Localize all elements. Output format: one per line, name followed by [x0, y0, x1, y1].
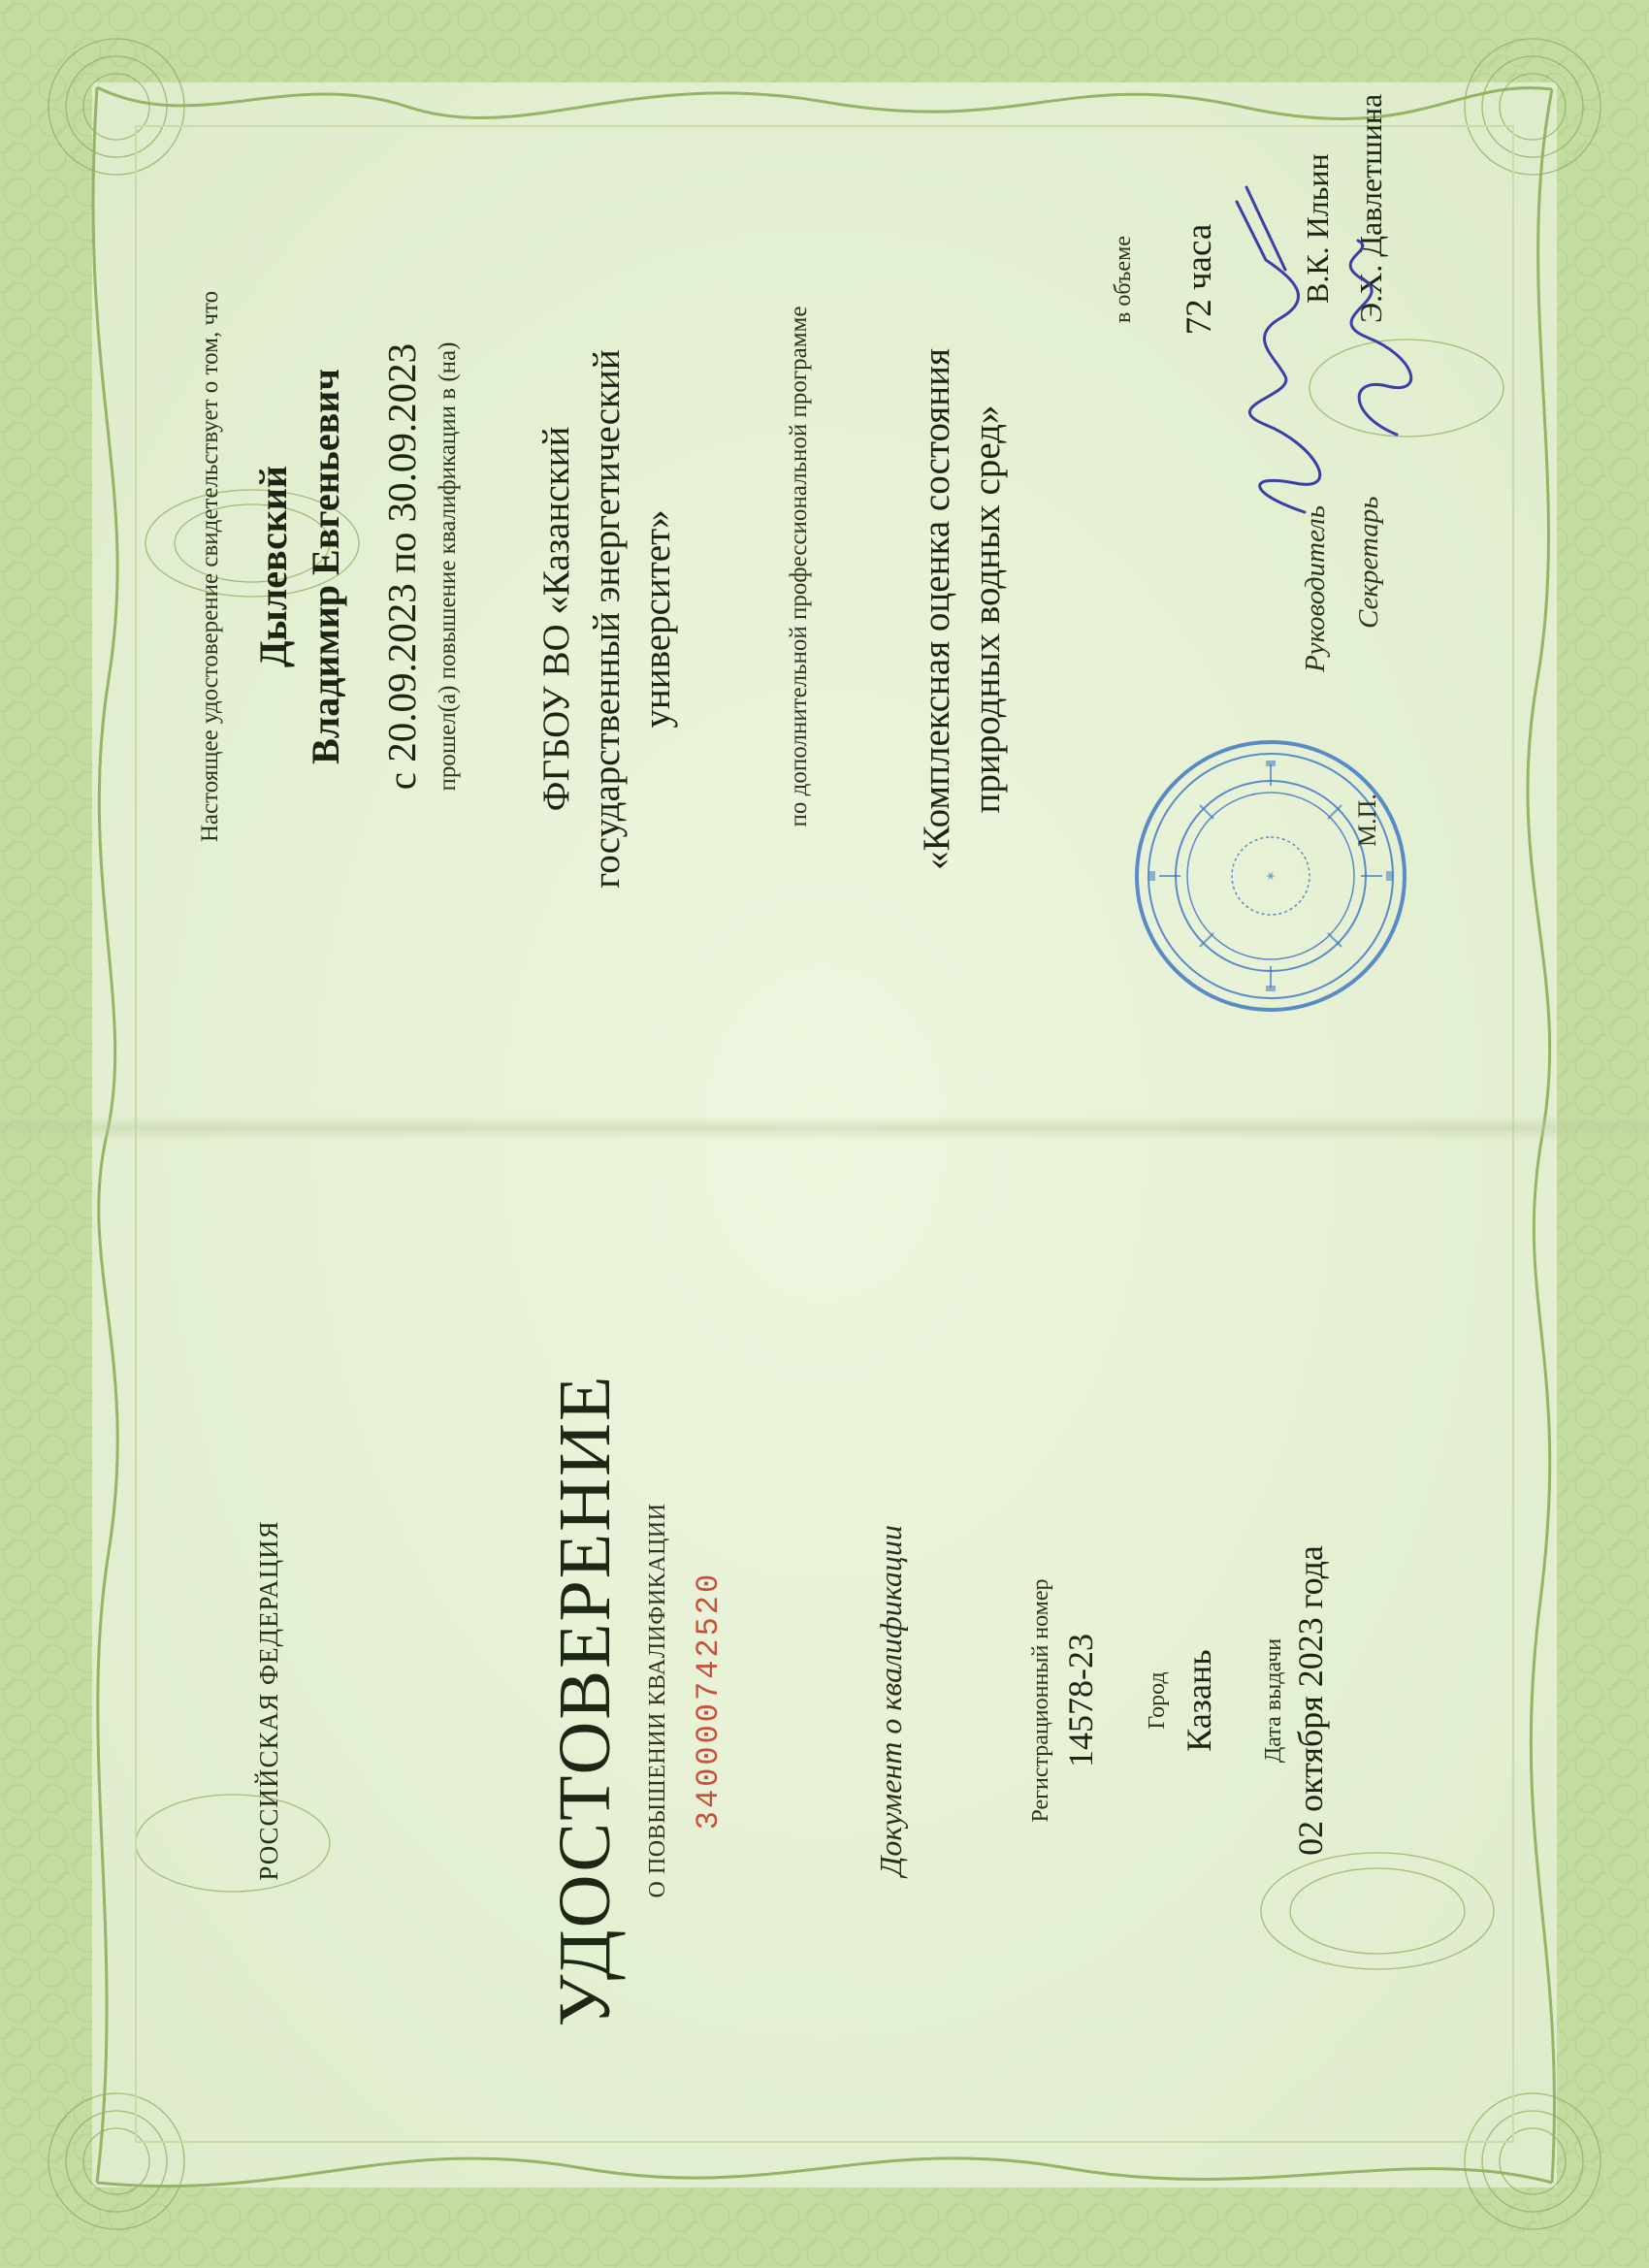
secretary-signature-icon — [1339, 231, 1426, 444]
secretary-role: Секретарь — [1353, 496, 1384, 629]
passed-text: прошел(а) повышение квалификации в (на) — [435, 341, 461, 792]
city-value: Казань — [1180, 1649, 1218, 1752]
head-role: Руководитель — [1300, 505, 1331, 672]
official-seal-icon — [1130, 735, 1411, 1017]
holder-given-names: Владимир Евгеньевич — [304, 369, 347, 764]
document-subtitle: О ПОВЫШЕНИИ КВАЛИФИКАЦИИ — [645, 1503, 670, 1898]
holder-surname: Дылевский — [251, 466, 295, 667]
document-number: 340000742520 — [691, 1571, 727, 1831]
secretary-signature-row — [1353, 497, 1385, 629]
svg-text:✶: ✶ — [1264, 870, 1279, 882]
program-name: «Комплексная оценка состояния природных водных сред» — [916, 348, 1008, 870]
secretary-name: Э.Х. Давлетшина — [1353, 93, 1388, 323]
volume-value: 72 часа — [1180, 223, 1219, 336]
document-title: УДОСТОВЕРЕНИЕ — [544, 1374, 626, 2027]
country-label: РОССИЙСКАЯ ФЕДЕРАЦИЯ — [254, 1520, 283, 1881]
registration-number: 14578-23 — [1061, 1634, 1100, 1767]
city-label: Город — [1145, 1671, 1170, 1730]
registration-label: Регистрационный номер — [1028, 1578, 1053, 1823]
head-signature-row — [1300, 505, 1332, 672]
volume-label: в объеме — [1111, 236, 1136, 323]
program-intro: по дополнительной профессиональной программе — [786, 306, 812, 827]
document-kind: Документ о квалификации — [873, 1525, 908, 1876]
issue-date: 02 октября 2023 года — [1291, 1545, 1330, 1856]
intro-text: Настоящее удостоверение свидетельствует о том, что — [197, 290, 223, 843]
head-name: В.К. Ильин — [1300, 153, 1335, 304]
training-period: с 20.09.2023 по 30.09.2023 — [379, 342, 424, 791]
issue-date-label: Дата выдачи — [1261, 1637, 1286, 1764]
head-signature-icon — [1227, 173, 1334, 522]
institution-name: ФГБОУ ВО «Казанский государственный энергетический университет» — [535, 349, 678, 889]
stamp-placeholder-label: М.П. — [1353, 794, 1381, 847]
